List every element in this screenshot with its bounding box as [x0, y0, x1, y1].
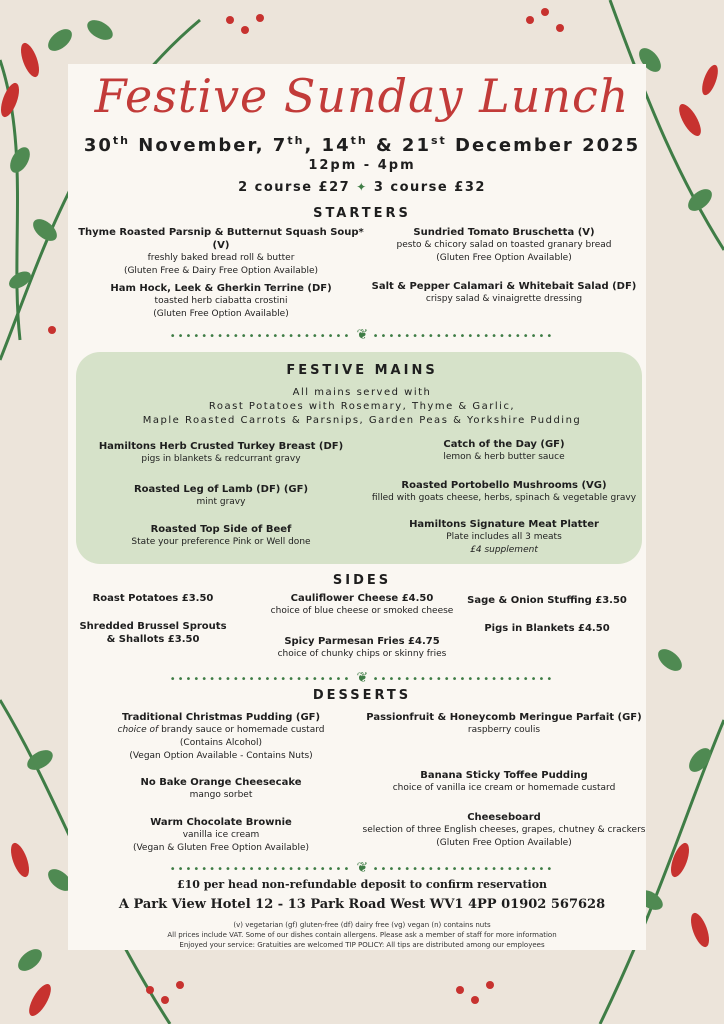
- three-course-price: 3 course £32: [373, 180, 486, 195]
- side-item: Pigs in Blankets £4.50: [484, 623, 610, 634]
- dessert-item: Traditional Christmas Pudding (GF) choice of brandy sauce or homemade custard (Contains Alcohol) (Vegan Option Available - Contains Nuts): [117, 712, 325, 761]
- section-divider: ••••••••••••••••••••••• ❦ •••••••••••••••••••••••: [169, 670, 555, 686]
- dessert-item: Banana Sticky Toffee Pudding choice of vanilla ice cream or homemade custard: [392, 770, 616, 793]
- leaf-icon: ❦: [356, 327, 373, 343]
- supplement-note: £4 supplement: [470, 545, 538, 555]
- mains-heading: FESTIVE MAINS: [286, 363, 438, 378]
- tip-policy: Enjoyed your service: Gratuities are welcomed TIP POLICY: All tips are distributed among our employees: [179, 941, 545, 949]
- desserts-heading: DESSERTS: [312, 688, 412, 703]
- main-item: Catch of the Day (GF) lemon & herb butter sauce: [443, 439, 565, 462]
- star-icon: ✦: [356, 180, 368, 194]
- event-dates: 30th November, 7th, 14th & 21st December 2025: [83, 134, 641, 156]
- dessert-item: No Bake Orange Cheesecake mango sorbet: [140, 777, 302, 800]
- starter-item: Thyme Roasted Parsnip & Butternut Squash Soup* (V) freshly baked bread roll & butter (Gluten Free & Dairy Free Option Available): [78, 227, 364, 276]
- starters-heading: STARTERS: [313, 206, 411, 221]
- two-course-price: 2 course £27: [238, 180, 351, 195]
- event-times: 12pm - 4pm: [308, 158, 416, 173]
- vat-note: All prices include VAT. Some of our dishes contain allergens. Please ask a member of staff for more information: [167, 931, 557, 939]
- main-item: Roasted Leg of Lamb (DF) (GF) mint gravy: [133, 484, 309, 507]
- side-item: Shredded Brussel Sprouts & Shallots £3.50: [79, 621, 227, 645]
- side-item: Spicy Parmesan Fries £4.75 choice of chunky chips or skinny fries: [277, 636, 447, 659]
- main-item: Roasted Top Side of Beef State your preference Pink or Well done: [131, 524, 311, 547]
- deposit-note: £10 per head non-refundable deposit to confirm reservation: [176, 878, 548, 891]
- course-prices: [0, 180, 724, 195]
- dessert-item: Cheeseboard selection of three English cheeses, grapes, chutney & crackers (Gluten Free Option Available): [362, 812, 646, 848]
- starter-item: Ham Hock, Leek & Gherkin Terrine (DF) toasted herb ciabatta crostini (Gluten Free Option Available): [110, 283, 332, 319]
- side-item: Roast Potatoes £3.50: [92, 593, 214, 604]
- main-item: Hamiltons Herb Crusted Turkey Breast (DF) pigs in blankets & redcurrant gravy: [98, 441, 344, 464]
- starter-item: Salt & Pepper Calamari & Whitebait Salad (DF) crispy salad & vinaigrette dressing: [371, 281, 637, 304]
- venue-address: A Park View Hotel 12 - 13 Park Road West WV1 4PP 01902 567628: [118, 897, 606, 912]
- sides-heading: SIDES: [332, 573, 392, 588]
- section-divider: ••••••••••••••••••••••• ❦ •••••••••••••••••••••••: [169, 860, 555, 876]
- starter-item: Sundried Tomato Bruschetta (V) pesto & chicory salad on toasted granary bread (Gluten Free Option Available): [396, 227, 612, 263]
- main-item: Roasted Portobello Mushrooms (VG) filled with goats cheese, herbs, spinach & vegetable gravy: [371, 480, 637, 503]
- mains-intro: All mains served with Roast Potatoes with Rosemary, Thyme & Garlic, Maple Roasted Carrots & Parsnips, Garden Peas & Yorkshire Pudding: [142, 387, 582, 426]
- dessert-item: Warm Chocolate Brownie vanilla ice cream (Vegan & Gluten Free Option Available): [132, 817, 310, 853]
- leaf-icon: ❦: [356, 670, 373, 686]
- section-divider: ••••••••••••••••••••••• ❦ •••••••••••••••••••••••: [169, 327, 555, 343]
- dessert-item: Passionfruit & Honeycomb Meringue Parfait (GF) raspberry coulis: [366, 712, 642, 735]
- main-item: Hamiltons Signature Meat Platter Plate includes all 3 meats £4 supplement: [354, 518, 654, 557]
- leaf-icon: ❦: [356, 860, 373, 876]
- side-item: Cauliflower Cheese £4.50 choice of blue cheese or smoked cheese: [270, 593, 454, 616]
- dietary-key: (v) vegetarian (gf) gluten-free (df) dairy free (vg) vegan (n) contains nuts: [233, 921, 491, 929]
- side-item: Sage & Onion Stuffing £3.50: [467, 595, 627, 606]
- menu-title: Festive Sunday Lunch: [94, 69, 630, 123]
